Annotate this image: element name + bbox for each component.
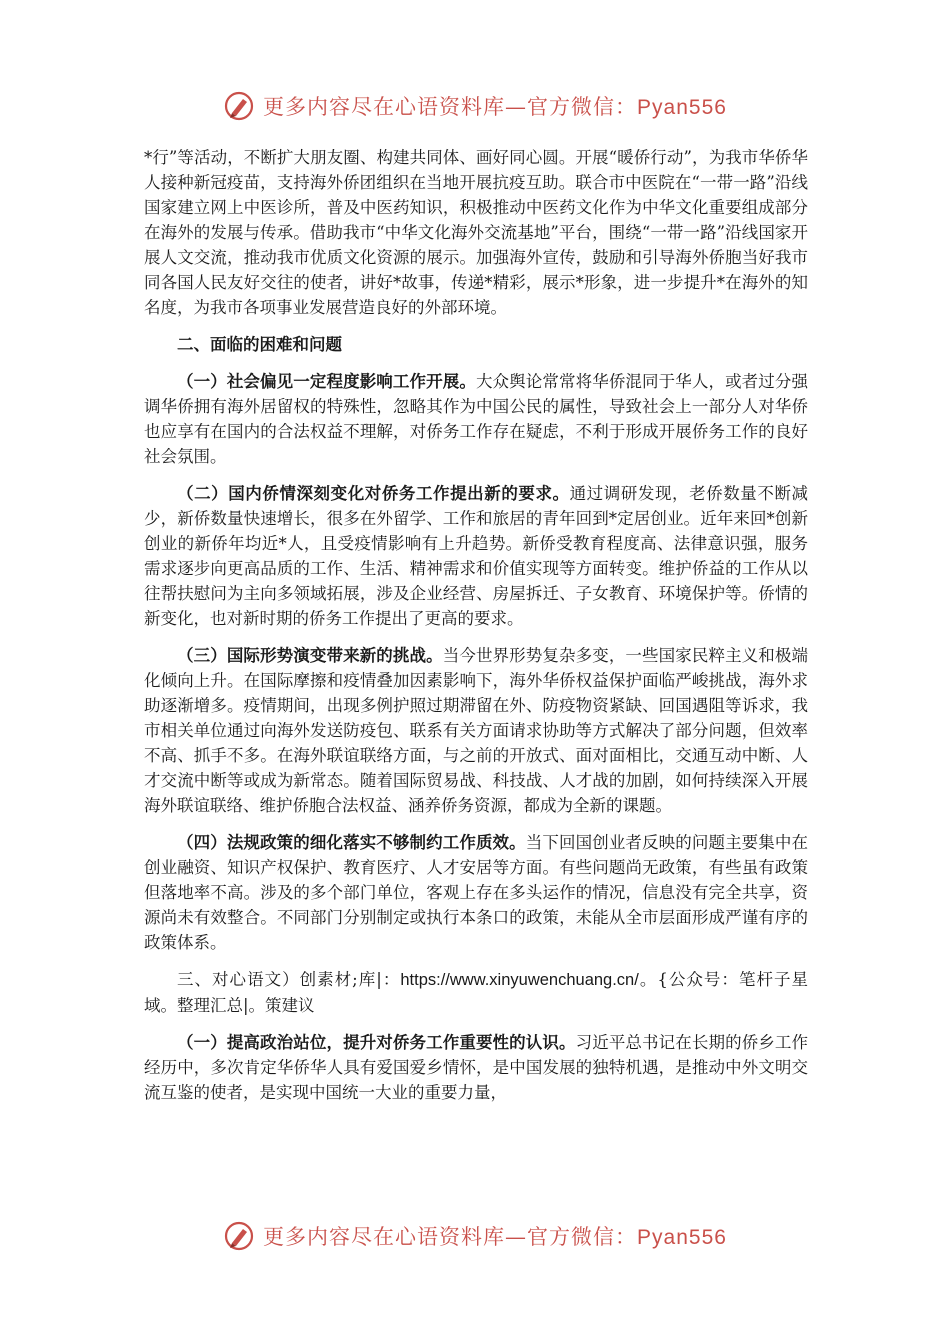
pen-logo-icon <box>223 1220 255 1252</box>
paragraph-s3 <box>144 643 808 818</box>
banner-text: 更多内容尽在心语资料库—官方微信：Pyan556 <box>263 1225 727 1249</box>
document-body <box>144 145 808 1105</box>
banner-text: 更多内容尽在心语资料库—官方微信：Pyan556 <box>263 95 727 119</box>
paragraph-s4 <box>144 830 808 955</box>
header-banner <box>0 86 950 126</box>
wechat-id: Pyan556 <box>637 96 727 119</box>
section-heading-3 <box>144 967 808 1018</box>
paragraph-body: 大众舆论常常将华侨混同于华人，或者过分强调华侨拥有海外居留权的特殊性，忽略其作为中国公民的属性，导致社会上一部分人对华侨也应享有在国内的合法权益不理解，对侨务工作存在疑虑，不利于形成开展侨务工作的良好社会氛围。 <box>144 372 809 466</box>
paragraph-lead: （一）社会偏见一定程度影响工作开展。 <box>177 372 476 391</box>
paragraph-s2 <box>144 481 808 631</box>
footer-banner <box>0 1216 950 1256</box>
paragraph-body: 通过调研发现，老侨数量不断减少，新侨数量快速增长，很多在外留学、工作和旅居的青年回到*定居创业。近年来回*创新创业的新侨年均近*人，且受疫情影响有上升趋势。新侨受教育程度高、法律意识强，服务需求逐步向更高品质的工作、生活、精神需求和价值实现等方面转变。维护侨益的工作从以往帮扶慰问为主向多领域拓展，涉及企业经营、房屋拆迁、子女教育、环境保护等。侨情的新变化，也对新时期的侨务工作提出了更高的要求。 <box>144 484 809 628</box>
section-heading-2: 二、面临的困难和问题 <box>177 335 342 354</box>
heading-suffix: 。{公众号：笔杆子星域。整理汇总|。策建议 <box>144 970 808 1015</box>
pen-logo-icon <box>223 90 255 122</box>
paragraph-body: 当下回国创业者反映的问题主要集中在创业融资、知识产权保护、教育医疗、人才安居等方面。有些问题尚无政策，有些虽有政策但落地率不高。涉及的多个部门单位，客观上存在多头运作的情况，信息没有完全共享，资源尚未有效整合。不同部门分别制定或执行本条口的政策，未能从全市层面形成严谨有序的政策体系。 <box>144 833 809 952</box>
paragraph-t1 <box>144 1030 808 1105</box>
paragraph-s1 <box>144 369 808 469</box>
wechat-id: Pyan556 <box>637 1226 727 1249</box>
source-url: https://www.xinyuwenchuang.cn/ <box>400 971 639 989</box>
paragraph-lead: （二）国内侨情深刻变化对侨务工作提出新的要求。 <box>177 484 570 503</box>
heading-prefix: 三、对心语文）创素材;库|： <box>177 970 401 989</box>
paragraph-body: 当今世界形势复杂多变，一些国家民粹主义和极端化倾向上升。在国际摩擦和疫情叠加因素影响下，海外华侨权益保护面临严峻挑战，海外求助逐渐增多。疫情期间，出现多例护照过期滞留在外、防疫物资紧缺、回国遇阻等诉求，我市相关单位通过向海外发送防疫包、联系有关方面请求协助等方式解决了部分问题，但效率不高、抓手不多。在海外联谊联络方面，与之前的开放式、面对面相比，交通互动中断、人才交流中断等或成为新常态。随着国际贸易战、科技战、人才战的加剧，如何持续深入开展海外联谊联络、维护侨胞合法权益、涵养侨务资源，都成为全新的课题。 <box>144 646 809 815</box>
paragraph-lead: （一）提高政治站位，提升对侨务工作重要性的认识。 <box>177 1033 576 1052</box>
paragraph-lead: （三）国际形势演变带来新的挑战。 <box>177 646 443 665</box>
paragraph-body: 习近平总书记在长期的侨乡工作经历中，多次肯定华侨华人具有爱国爱乡情怀，是中国发展的独特机遇，是推动中外文明交流互鉴的使者，是实现中国统一大业的重要力量， <box>144 1033 809 1102</box>
paragraph-lead: （四）法规政策的细化落实不够制约工作质效。 <box>177 833 526 852</box>
paragraph-intro: *行”等活动，不断扩大朋友圈、构建共同体、画好同心圆。开展“暖侨行动”，为我市华侨华人接种新冠疫苗，支持海外侨团组织在当地开展抗疫互助。联合市中医院在“一带一路”沿线国家建立网上中医诊所，普及中医药知识，积极推动中医药文化作为中华文化重要组成部分在海外的发展与传承。借助我市“中华文化海外交流基地”平台，围绕“一带一路”沿线国家开展人文交流，推动我市优质文化资源的展示。加强海外宣传，鼓励和引导海外侨胞当好我市同各国人民友好交往的使者，讲好*故事，传递*精彩，展示*形象，进一步提升*在海外的知名度，为我市各项事业发展营造良好的外部环境。 <box>144 148 808 317</box>
